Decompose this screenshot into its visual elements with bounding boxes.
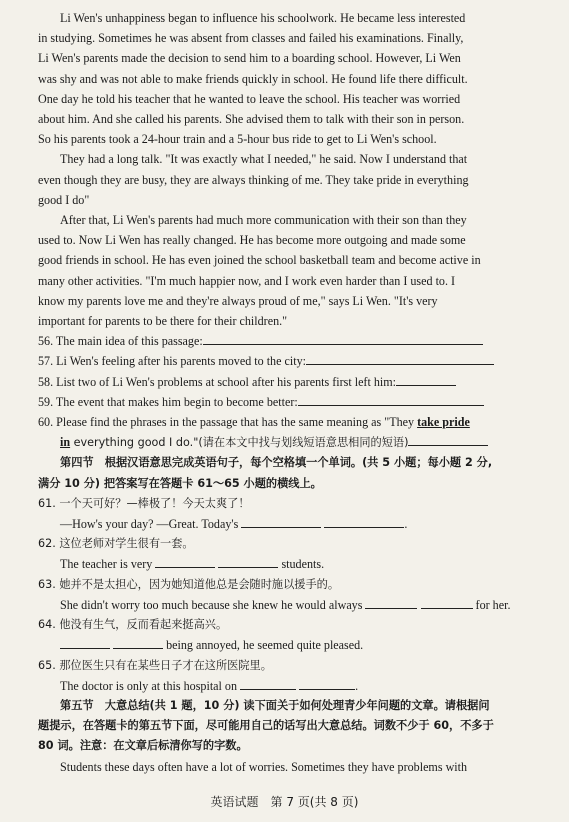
question-text: 57. Li Wen's feeling after his parents moved to the city:	[38, 354, 306, 369]
answer-blank[interactable]	[365, 595, 417, 609]
question-text: 58. List two of Li Wen's problems at school after his parents first left him:	[38, 374, 397, 389]
passage-paragraph-2	[38, 149, 539, 210]
answer-blank[interactable]	[298, 392, 484, 406]
question-58	[38, 372, 539, 392]
answer-blank[interactable]	[241, 514, 321, 528]
text-line: good I do"	[38, 192, 90, 207]
question-61-cn: 61. 一个天可好？—棒极了！今天太爽了！	[38, 496, 250, 510]
text-line: used to. Now Li Wen has really changed. He has become more outgoing and made some	[38, 233, 466, 248]
text-line: know my parents love me and they're always proud of me," says Li Wen. "It's very	[38, 293, 438, 308]
text-line: many other activities. "I'm much happier now, and I work even harder than I used to. I	[38, 273, 456, 288]
text-line: Li Wen's parents made the decision to send him to a boarding school. However, Li Wen	[38, 51, 461, 66]
section-4	[38, 453, 539, 695]
text-line: Students these days often have a lot of worries. Sometimes they have problems with	[60, 759, 468, 774]
question-63-cn: 63. 她并不是太担心，因为她知道他总是会随时施以援手的。	[38, 577, 340, 591]
text-line: was shy and was not able to make friends quickly in school. He found life there difficult.	[38, 71, 468, 86]
section-header: 80 词。注意：在文章后标清你写的字数。	[38, 739, 248, 753]
question-text: 59. The event that makes him begin to become better:	[38, 394, 298, 409]
question-62-cn: 62. 这位老师对学生很有一套。	[38, 537, 194, 551]
question-64-en: being annoyed, he seemed quite pleased.	[38, 635, 539, 655]
passage-paragraph-1	[38, 8, 539, 149]
question-61-en: —How's your day? —Great. Today's .	[38, 514, 539, 534]
underlined-phrase: in	[60, 435, 71, 450]
text-line: good friends in school. He has even joined the school basketball team and become active in	[38, 253, 481, 268]
section-5	[38, 696, 539, 777]
question-62-en: The teacher is very students.	[38, 554, 539, 574]
answer-blank[interactable]	[408, 432, 488, 446]
question-57	[38, 351, 539, 371]
question-text: everything good I do."(请在本文中找与划线短语意思相同的短语)	[70, 436, 409, 450]
answer-blank[interactable]	[421, 595, 473, 609]
answer-blank[interactable]	[306, 351, 494, 365]
question-65-cn: 65. 那位医生只有在某些日子才在这所医院里。	[38, 658, 272, 672]
answer-blank[interactable]	[240, 676, 296, 690]
question-65-en: The doctor is only at this hospital on .	[38, 676, 539, 696]
text-line: After that, Li Wen's parents had much more communication with their son than they	[60, 213, 467, 228]
question-60	[38, 412, 539, 453]
question-59	[38, 392, 539, 412]
question-56	[38, 331, 539, 351]
text-line: about him. And she called his parents. She advised them to talk with their son in person.	[38, 112, 465, 127]
answer-blank[interactable]	[155, 554, 215, 568]
text-line: They had a long talk. "It was exactly what I needed," he said. Now I understand that	[60, 152, 468, 167]
text-line: One day he told his teacher that he wanted to leave the school. His teacher was worried	[38, 91, 461, 106]
answer-blank[interactable]	[113, 635, 163, 649]
section-header: 第五节 大意总结(共 1 题，10 分) 读下面关于如何处理青少年问题的文章。请根据问	[60, 698, 490, 712]
text-line: So his parents took a 24-hour train and a 5-hour bus ride to get to Li Wen's school.	[38, 132, 437, 147]
section-header: 第四节 根据汉语意思完成英语句子，每个空格填一个单词。(共 5 小题；每小题 2 分,	[60, 456, 493, 470]
text-line: Li Wen's unhappiness began to influence his schoolwork. He became less interested	[60, 11, 466, 25]
answer-blank[interactable]	[299, 676, 355, 690]
underlined-phrase: take pride	[417, 415, 470, 430]
question-text: 60. Please find the phrases in the passage that has the same meaning as "They	[38, 415, 418, 430]
section-header: 满分 10 分) 把答案写在答题卡 61～65 小题的横线上。	[38, 476, 322, 490]
answer-blank[interactable]	[60, 635, 110, 649]
passage-paragraph-3	[38, 210, 539, 331]
text-line: even though they are busy, they are always thinking of me. They take pride in everything	[38, 172, 469, 187]
text-line: in studying. Sometimes he was absent from classes and failed his examinations. Finally,	[38, 31, 464, 46]
question-64-cn: 64. 他没有生气，反而看起来挺高兴。	[38, 618, 228, 632]
answer-blank[interactable]	[324, 514, 404, 528]
answer-blank[interactable]	[218, 554, 278, 568]
section-header: 题提示，在答题卡的第五节下面，尽可能用自己的话写出大意总结。词数不少于 60，不多于	[38, 719, 494, 733]
text-line: important for parents to be there for their children."	[38, 314, 288, 329]
question-text: 56. The main idea of this passage:	[38, 334, 203, 349]
question-63-en: She didn't worry too much because she knew he would always for her.	[38, 595, 539, 615]
page-footer: 英语试题 第 7 页(共 8 页)	[210, 795, 359, 809]
answer-blank[interactable]	[396, 372, 456, 386]
answer-blank[interactable]	[203, 331, 483, 345]
